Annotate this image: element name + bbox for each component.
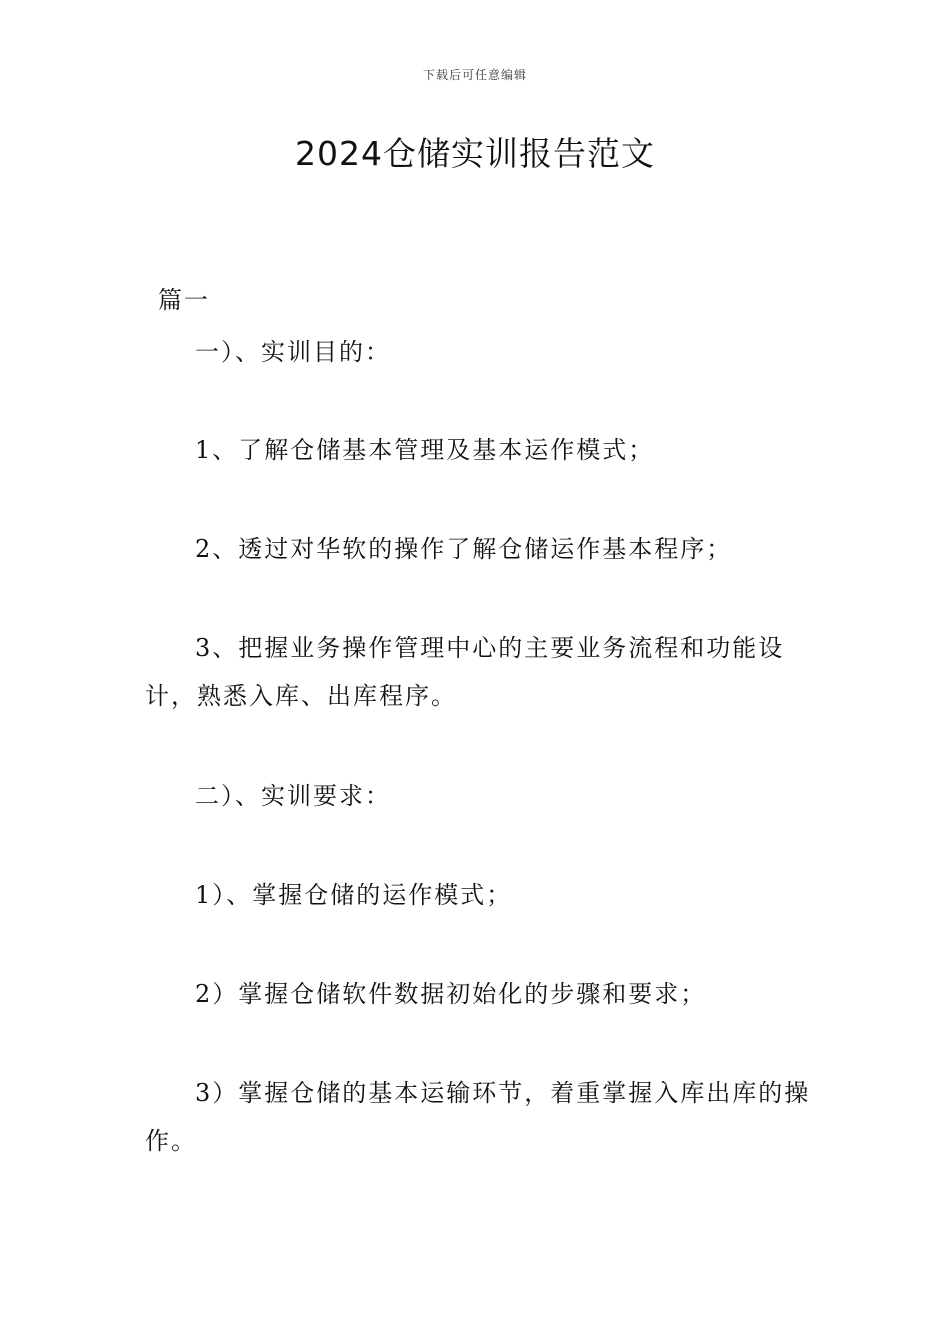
paragraph: 2）掌握仓储软件数据初始化的步骤和要求； [195, 980, 707, 1008]
paragraph: 1、了解仓储基本管理及基本运作模式； [195, 436, 655, 464]
paragraph: 二）、实训要求： [195, 782, 391, 810]
paragraph: 1）、掌握仓储的运作模式； [195, 881, 513, 909]
section-label: 篇一 [158, 286, 210, 314]
paragraph: 3）掌握仓储的基本运输环节，着重掌握入库出库的操作。 [145, 1079, 811, 1155]
document-title: 2024仓储实训报告范文 [295, 134, 655, 173]
paragraph: 3、把握业务操作管理中心的主要业务流程和功能设计，熟悉入库、出库程序。 [145, 634, 785, 710]
header-note: 下载后可任意编辑 [422, 68, 527, 82]
paragraph: 2、透过对华软的操作了解仓储运作基本程序； [195, 535, 733, 563]
paragraph: 一）、实训目的： [195, 338, 391, 366]
